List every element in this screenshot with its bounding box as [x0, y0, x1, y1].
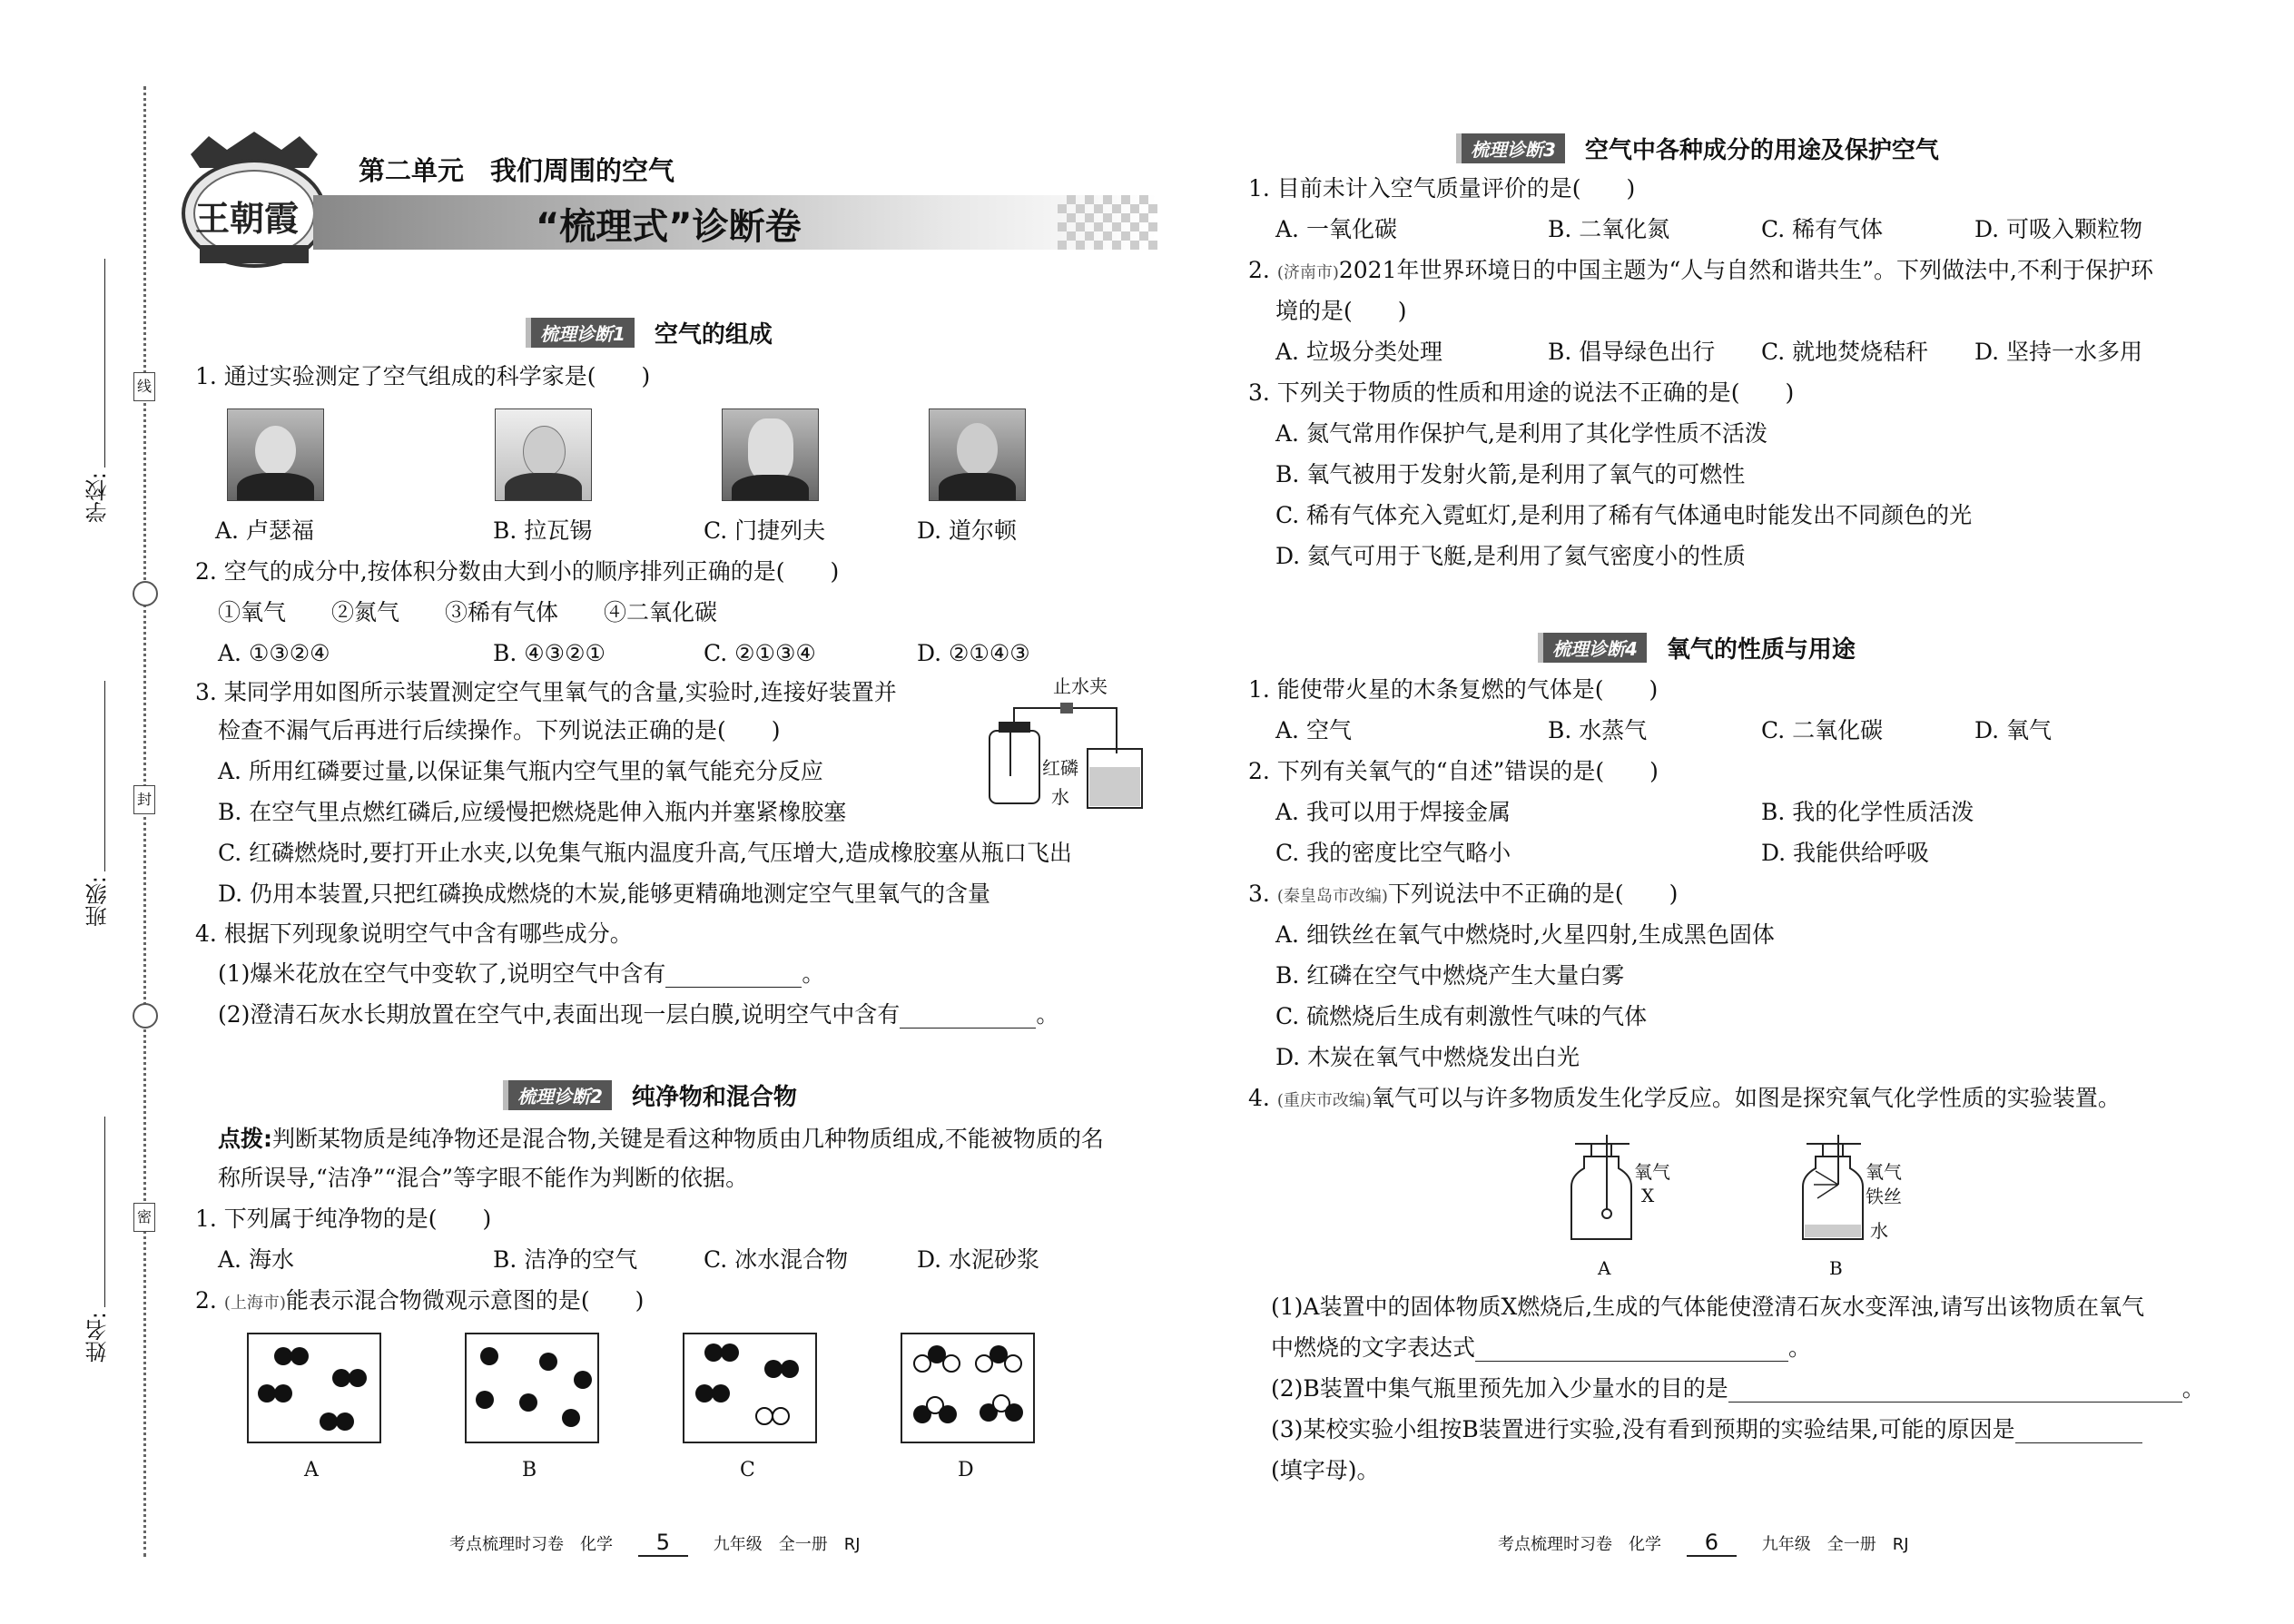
option-a[interactable]: A. 氮气常用作保护气,是利用了其化学性质不活泼 [1275, 420, 1767, 447]
answer-blank[interactable] [1728, 1402, 2182, 1403]
question-items: ①氧气 ②氮气 ③稀有气体 ④二氧化碳 [218, 599, 718, 625]
option-c[interactable]: C. ②①③④ [704, 640, 816, 666]
school-field[interactable] [104, 259, 105, 468]
label-water: 水 [1051, 786, 1069, 808]
tip-text: 判断某物质是纯净物还是混合物,关键是看这种物质由几种物质组成,不能被物质的名 [272, 1126, 1104, 1152]
sub-question-3 [1271, 1416, 2142, 1443]
diagram-label-d: D [958, 1459, 974, 1481]
option-d[interactable]: D. 可吸入颗粒物 [1974, 216, 2143, 242]
sub-question-3b: (填字母)。 [1271, 1457, 1380, 1483]
option-c[interactable]: C. 冰水混合物 [704, 1246, 849, 1273]
class-field[interactable] [104, 681, 105, 871]
option-b[interactable]: B. 氧气被用于发射火箭,是利用了氧气的可燃性 [1275, 461, 1746, 487]
question-stem-cont: 检查不漏气后再进行后续操作。下列说法正确的是( ) [218, 717, 781, 743]
tip-line-1 [218, 1126, 1104, 1153]
option-d[interactable]: D. 氧气 [1974, 717, 2053, 743]
fill-end: 。 [1036, 1001, 1059, 1028]
fill-end: 。 [1788, 1334, 1812, 1361]
fill-end: 。 [2181, 1375, 2205, 1402]
question-stem [1248, 257, 2153, 287]
page-number: 6 [1687, 1530, 1737, 1557]
section-tag: 梳理诊断2 [508, 1080, 612, 1110]
option-c[interactable]: C. 稀有气体 [1761, 216, 1884, 242]
question-stem: 1. 下列属于纯净物的是( ) [195, 1206, 492, 1232]
diagram-label-b: B [522, 1459, 537, 1481]
option-b[interactable]: B. 倡导绿色出行 [1548, 339, 1716, 365]
section-title: 空气中各种成分的用途及保护空气 [1584, 137, 1939, 164]
question-stem: 3. 某同学用如图所示装置测定空气里氧气的含量,实验时,连接好装置并 [195, 679, 897, 705]
q-num: 4. [1248, 1085, 1277, 1111]
fill-end: 。 [802, 960, 825, 987]
q-num: 2. [195, 1287, 224, 1314]
source-tag: (秦皇岛市改编) [1276, 887, 1388, 906]
option-a[interactable]: A. 细铁丝在氧气中燃烧时,火星四射,生成黑色固体 [1275, 921, 1775, 948]
question-stem [1248, 881, 1678, 910]
option-d[interactable]: D. 氦气可用于飞艇,是利用了氦气密度小的性质 [1275, 543, 1746, 569]
option-a[interactable]: A. 所用红磷要过量,以保证集气瓶内空气里的氧气能充分反应 [218, 758, 823, 784]
sub-question-1a: (1)A装置中的固体物质X燃烧后,生成的气体能使澄清石灰水变浑浊,请写出该物质在氧气 [1271, 1294, 2145, 1320]
question-stem [195, 1287, 644, 1317]
label-iron-wire: 铁丝 [1866, 1186, 1902, 1207]
answer-blank[interactable] [2015, 1442, 2142, 1443]
footer-left [449, 1530, 861, 1557]
fill-text: (3)某校实验小组按B装置进行实验,没有看到预期的实验结果,可能的原因是 [1271, 1416, 2015, 1442]
question-stem: 4. 根据下列现象说明空气中含有哪些成分。 [195, 920, 633, 947]
option-a[interactable]: A. 卢瑟福 [215, 517, 314, 544]
option-d[interactable]: D. ②①④③ [917, 640, 1030, 666]
section-tag: 梳理诊断1 [531, 318, 635, 348]
answer-blank[interactable] [665, 987, 802, 988]
section-title: 纯净物和混合物 [631, 1084, 797, 1111]
unit-title: 第二单元 我们周围的空气 [359, 155, 675, 186]
diagram-box-c[interactable] [683, 1333, 817, 1443]
q-text: 下列说法中不正确的是( ) [1387, 881, 1679, 907]
diagram-label-a: A [304, 1459, 319, 1481]
class-label: 班级: [85, 876, 111, 928]
option-b[interactable]: B. 水蒸气 [1548, 717, 1648, 743]
source-tag: (重庆市改编) [1276, 1091, 1372, 1110]
footer-right [1498, 1530, 1909, 1557]
source-tag: (济南市) [1276, 263, 1339, 282]
logo-text: 王朝霞 [195, 198, 300, 239]
diagram-box-d[interactable] [901, 1333, 1035, 1443]
fill-question-2 [218, 1001, 1058, 1029]
footer-series: 考点梳理时习卷 化学 [449, 1535, 613, 1554]
option-d[interactable]: D. 我能供给呼吸 [1761, 840, 1930, 866]
ornament-icon [133, 1003, 158, 1029]
question-stem: 3. 下列关于物质的性质和用途的说法不正确的是( ) [1248, 379, 1795, 406]
option-d[interactable]: D. 水泥砂浆 [917, 1246, 1040, 1273]
label-x: X [1641, 1185, 1655, 1206]
option-a[interactable]: A. 我可以用于焊接金属 [1275, 799, 1511, 825]
option-b[interactable]: B. ④③②① [493, 640, 605, 666]
label-water-b: 水 [1870, 1220, 1888, 1242]
fill-text: (1)爆米花放在空气中变软了,说明空气中含有 [218, 960, 666, 987]
footer-grade: 九年级 全一册 RJ [713, 1535, 861, 1554]
question-stem [1248, 1085, 2121, 1115]
option-a[interactable]: A. 一氧化碳 [1275, 216, 1397, 242]
tip-label: 点拨: [218, 1126, 272, 1152]
label-oxygen-b: 氧气 [1866, 1161, 1902, 1183]
figure-label-a: A [1598, 1257, 1611, 1279]
answer-blank[interactable] [900, 1028, 1036, 1029]
q-text: 能表示混合物微观示意图的是( ) [285, 1287, 645, 1314]
footer-series: 考点梳理时习卷 化学 [1498, 1535, 1661, 1554]
question-stem: 1. 通过实验测定了空气组成的科学家是( ) [195, 363, 651, 389]
portrait-mendeleev [722, 408, 819, 501]
question-stem: 1. 能使带火星的木条复燃的气体是( ) [1248, 676, 1659, 703]
fill-text: (2)B装置中集气瓶里预先加入少量水的目的是 [1271, 1375, 1728, 1402]
fill-question-1 [218, 960, 824, 988]
name-field[interactable] [104, 1117, 105, 1307]
tip-line-2: 称所误导,“洁净”“混合”等字眼不能作为判断的依据。 [218, 1165, 749, 1191]
section-2-header [508, 1078, 797, 1112]
page-number: 5 [638, 1530, 688, 1557]
option-c[interactable]: C. 硫燃烧后生成有刺激性气味的气体 [1275, 1003, 1648, 1029]
option-c[interactable]: C. 就地焚烧秸秆 [1761, 339, 1929, 365]
option-d[interactable]: D. 坚持一水多用 [1974, 339, 2143, 365]
option-a[interactable]: A. 海水 [218, 1246, 294, 1273]
option-b[interactable]: B. 拉瓦锡 [493, 517, 593, 544]
source-tag: (上海市) [223, 1294, 286, 1313]
name-label: 姓名: [85, 1312, 111, 1363]
option-b[interactable]: B. 我的化学性质活泼 [1761, 799, 1974, 825]
portrait-rutherford [227, 408, 324, 501]
fill-text: 中燃烧的文字表达式 [1271, 1334, 1476, 1361]
footer-grade: 九年级 全一册 RJ [1761, 1535, 1909, 1554]
option-c[interactable]: C. 二氧化碳 [1761, 717, 1884, 743]
question-stem: 2. 下列有关氧气的“自述”错误的是( ) [1248, 758, 1659, 784]
seal-xian: 线 [133, 372, 155, 401]
answer-blank[interactable] [1475, 1361, 1788, 1362]
option-c[interactable]: C. 我的密度比空气略小 [1275, 840, 1511, 866]
diagram-box-b[interactable] [465, 1333, 599, 1443]
header-checker [1058, 195, 1157, 250]
portrait-lavoisier [495, 408, 592, 501]
diagram-label-c: C [740, 1459, 755, 1481]
question-stem: 2. 空气的成分中,按体积分数由大到小的顺序排列正确的是( ) [195, 558, 840, 585]
question-stem-cont: 境的是( ) [1275, 298, 1407, 324]
label-oxygen-a: 氧气 [1634, 1161, 1670, 1183]
q-num: 2. [1248, 257, 1277, 283]
question-stem: 1. 目前未计入空气质量评价的是( ) [1248, 175, 1636, 202]
option-d[interactable]: D. 木炭在氧气中燃烧发出白光 [1275, 1044, 1580, 1070]
paper-title: “梳理式”诊断卷 [536, 206, 802, 248]
option-c[interactable]: C. 红磷燃烧时,要打开止水夹,以免集气瓶内温度升高,气压增大,造成橡胶塞从瓶口飞出 [218, 840, 1072, 866]
option-d[interactable]: D. 仍用本装置,只把红磷换成燃烧的木炭,能够更精确地测定空气里氧气的含量 [218, 881, 990, 907]
oxygen-jar-figure-a [1557, 1130, 1648, 1248]
section-tag: 梳理诊断4 [1543, 633, 1647, 663]
portrait-dalton [929, 408, 1026, 501]
sub-question-2 [1271, 1375, 2205, 1403]
label-clip: 止水夹 [1053, 675, 1108, 697]
option-c[interactable]: C. 门捷列夫 [704, 517, 826, 544]
q-text: 氧气可以与许多物质发生化学反应。如图是探究氧气化学性质的实验装置。 [1371, 1085, 2121, 1111]
option-d[interactable]: D. 道尔顿 [917, 517, 1018, 544]
label-phosphorus: 红磷 [1042, 757, 1078, 779]
option-b[interactable]: B. 在空气里点燃红磷后,应缓慢把燃烧匙伸入瓶内并塞紧橡胶塞 [218, 799, 847, 825]
option-c[interactable]: C. 稀有气体充入霓虹灯,是利用了稀有气体通电时能发出不同颜色的光 [1275, 502, 1973, 528]
section-title: 空气的组成 [654, 321, 773, 349]
option-b[interactable]: B. 洁净的空气 [493, 1246, 638, 1273]
ornament-icon [133, 581, 158, 606]
option-a[interactable]: A. 空气 [1275, 717, 1352, 743]
option-a[interactable]: A. 垃圾分类处理 [1275, 339, 1442, 365]
fill-text: (2)澄清石灰水长期放置在空气中,表面出现一层白膜,说明空气中含有 [218, 1001, 901, 1028]
option-b[interactable]: B. 红磷在空气中燃烧产生大量白雾 [1275, 962, 1625, 989]
figure-label-b: B [1829, 1257, 1843, 1279]
option-a[interactable]: A. ①③②④ [218, 640, 330, 666]
school-label: 学校: [85, 472, 111, 524]
sub-question-1b [1271, 1334, 1811, 1362]
q-text: 2021年世界环境日的中国主题为“人与自然和谐共生”。下列做法中,不利于保护环 [1338, 257, 2153, 283]
section-tag: 梳理诊断3 [1462, 133, 1565, 163]
section-title: 氧气的性质与用途 [1666, 636, 1856, 664]
binding-dotted-line [143, 86, 146, 1557]
seal-feng: 封 [133, 785, 155, 814]
diagram-box-a[interactable] [247, 1333, 381, 1443]
seal-mi: 密 [133, 1203, 155, 1232]
section-1-header [531, 316, 773, 349]
section-4-header [1543, 631, 1856, 664]
q-num: 3. [1248, 881, 1277, 907]
option-b[interactable]: B. 二氧化氮 [1548, 216, 1670, 242]
section-3-header [1462, 132, 1939, 165]
